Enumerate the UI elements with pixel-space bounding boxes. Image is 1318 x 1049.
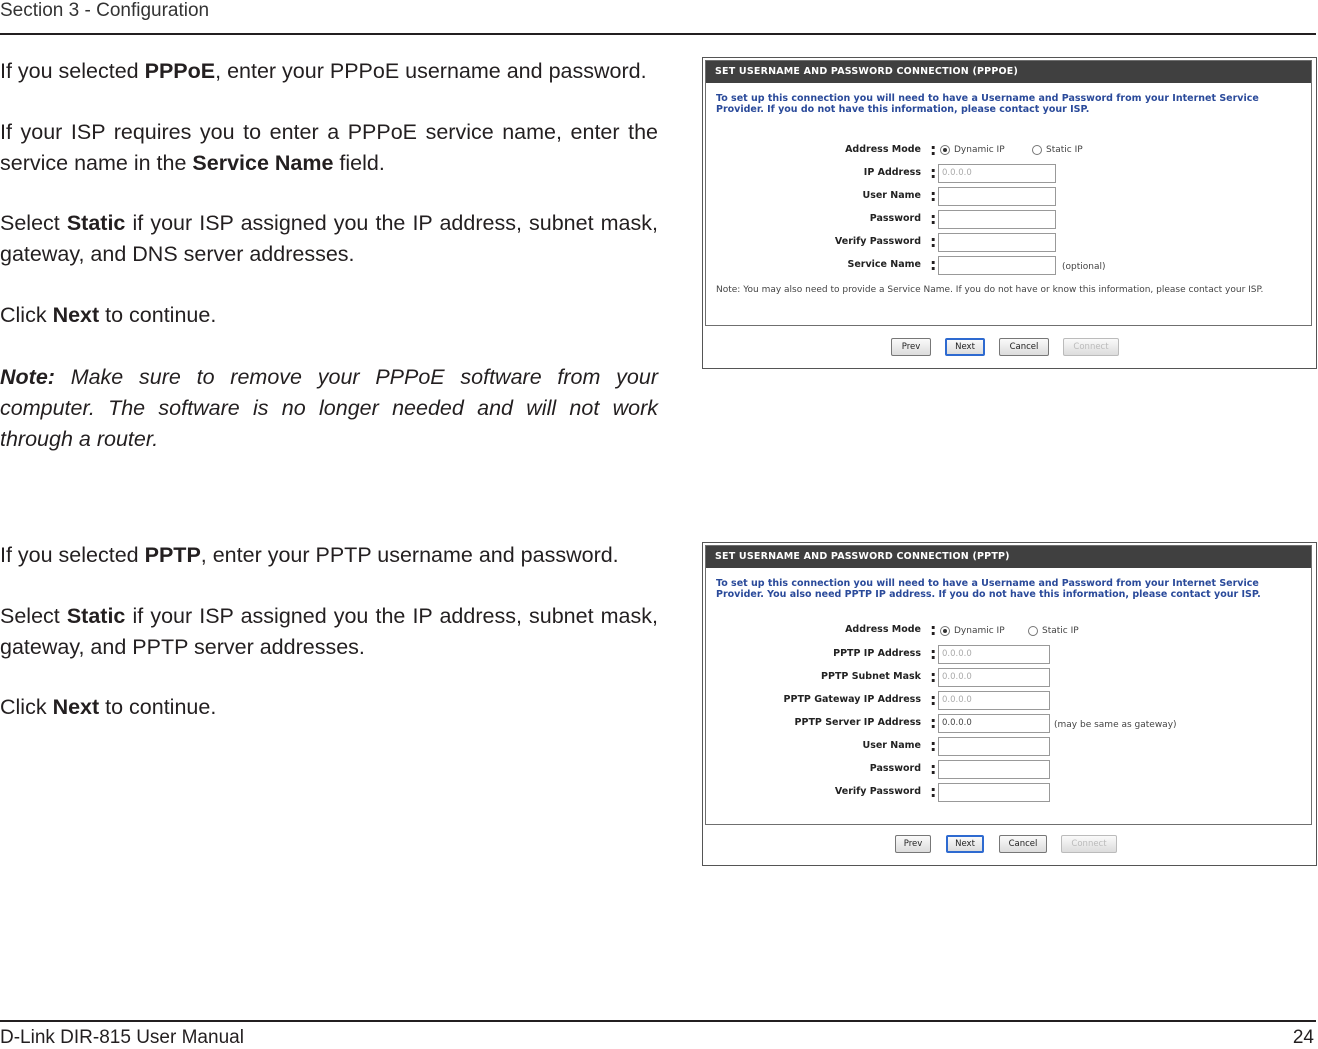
pptp-title-bar: SET USERNAME AND PASSWORD CONNECTION (PPTP) <box>706 546 1311 568</box>
pppoe-row-ip: IP Address <box>863 167 921 178</box>
next-button[interactable]: Next <box>945 338 985 356</box>
prev-button[interactable]: Prev <box>891 338 931 356</box>
pppoe-row-user: User Name <box>862 190 921 201</box>
pptp-prev-button[interactable]: Prev <box>895 835 931 853</box>
pptp-row-address-mode: Address Mode <box>845 624 921 635</box>
address-mode-label: Address Mode <box>845 144 921 155</box>
dynamic-ip-radio[interactable]: Dynamic IP <box>940 139 1005 161</box>
pptp-connect-button[interactable]: Connect <box>1061 835 1117 853</box>
pptp-next-button[interactable]: Next <box>946 835 984 853</box>
pptp-panel: SET USERNAME AND PASSWORD CONNECTION (PPTP) To set up this connection you will need to have a Username and Password from your Internet Service Provider. You also need PPTP IP address. If you do not have this information, please contact your ISP. Address Mode : Dynamic IP Static IP PPTP IP Address : 0.0.0.0 PPTP Subnet Mask : 0.0.0.0 PPTP Gateway IP Address : 0.0.0.0 PPTP Server IP Address : 0.0.0.0 (may be same as gateway) User Name : Password : Verify Password : <box>705 545 1312 825</box>
pppoe-row-password: Password <box>869 213 921 224</box>
optional-hint: (optional) <box>1062 262 1106 272</box>
radio-dot-icon <box>1032 145 1042 155</box>
radio-dot-icon <box>940 145 950 155</box>
pptp-button-row <box>703 825 1316 865</box>
pptp-paragraph-1: If you selected PPTP, enter your PPTP username and password. <box>0 543 619 567</box>
pppoe-row-address-mode <box>706 139 921 161</box>
cancel-button[interactable]: Cancel <box>999 338 1049 356</box>
section-header: Section 3 - Configuration <box>0 0 210 21</box>
verify-password-input[interactable] <box>938 233 1056 252</box>
pppoe-paragraph-2: If your ISP requires you to enter a PPPoE service name, enter the service name in the Service Name field. <box>0 120 658 175</box>
pppoe-screen-note: Note: You may also need to provide a Service Name. If you do not have or know this information, please contact your ISP. <box>716 285 1264 295</box>
pppoe-paragraph-1: If you selected PPPoE, enter your PPPoE username and password. <box>0 59 647 83</box>
ip-address-input[interactable]: 0.0.0.0 <box>938 164 1056 183</box>
pptp-password-input[interactable] <box>938 760 1050 779</box>
page-number: 24 <box>1292 1027 1314 1048</box>
pptp-dynamic-ip-radio[interactable]: Dynamic IP <box>940 620 1005 642</box>
pptp-paragraph-3: Click Next to continue. <box>0 695 217 719</box>
pptp-row-ip: PPTP IP Address <box>833 648 921 659</box>
pppoe-title-bar: SET USERNAME AND PASSWORD CONNECTION (PPPOE) <box>706 61 1311 83</box>
pppoe-paragraph-3: Select Static if your ISP assigned you the IP address, subnet mask, gateway, and DNS server addresses. <box>0 211 658 266</box>
connect-button[interactable]: Connect <box>1063 338 1119 356</box>
pppoe-button-row <box>703 328 1316 368</box>
pptp-intro: To set up this connection you will need to have a Username and Password from your Internet Service Provider. You also need PPTP IP address. If you do not have this information, please contact your ISP. <box>716 578 1261 600</box>
footer-rule <box>0 1020 1316 1022</box>
pppoe-intro: To set up this connection you will need to have a Username and Password from your Internet Service Provider. If you do not have this information, please contact your ISP. <box>716 93 1259 115</box>
pppoe-panel: SET USERNAME AND PASSWORD CONNECTION (PPPOE) To set up this connection you will need to have a Username and Password from your Internet Service Provider. If you do not have this information, please contact your ISP. Address Mode : Dynamic IP Static IP IP Address : 0.0.0.0 User Name : Password : Verify Password : Service Name : (optional) Note: You may also need to provide a Service Name. If you do not have or know this information, please contact your ISP. <box>705 60 1312 326</box>
password-input[interactable] <box>938 210 1056 229</box>
pptp-static-ip-radio[interactable]: Static IP <box>1028 620 1079 642</box>
pptp-cancel-button[interactable]: Cancel <box>999 835 1047 853</box>
pptp-paragraph-2: Select Static if your ISP assigned you the IP address, subnet mask, gateway, and PPTP server addresses. <box>0 604 658 659</box>
user-name-input[interactable] <box>938 187 1056 206</box>
manual-title: D-Link DIR-815 User Manual <box>0 1027 244 1048</box>
pptp-row-gateway: PPTP Gateway IP Address <box>783 694 921 705</box>
pptp-gateway-input[interactable]: 0.0.0.0 <box>938 691 1050 710</box>
pptp-screenshot <box>702 542 1317 866</box>
pppoe-paragraph-4: Click Next to continue. <box>0 303 217 327</box>
pppoe-row-service: Service Name <box>847 259 921 270</box>
radio-dot-icon <box>940 626 950 636</box>
colon: : <box>930 140 937 159</box>
pptp-row-subnet: PPTP Subnet Mask <box>821 671 921 682</box>
header-rule <box>0 33 1316 35</box>
pptp-row-password: Password <box>869 763 921 774</box>
pptp-server-input[interactable]: 0.0.0.0 <box>938 714 1050 733</box>
pptp-verify-password-input[interactable] <box>938 783 1050 802</box>
pppoe-row-verify: Verify Password <box>834 236 921 247</box>
pptp-row-user: User Name <box>862 740 921 751</box>
pppoe-screenshot <box>702 57 1317 369</box>
radio-dot-icon <box>1028 626 1038 636</box>
pppoe-note: Note: Make sure to remove your PPPoE software from your computer. The software is no longer needed and will not work through a router. <box>0 365 658 451</box>
pptp-row-server: PPTP Server IP Address <box>794 717 921 728</box>
pptp-subnet-input[interactable]: 0.0.0.0 <box>938 668 1050 687</box>
service-name-input[interactable] <box>938 256 1056 275</box>
pptp-ip-input[interactable]: 0.0.0.0 <box>938 645 1050 664</box>
static-ip-radio[interactable]: Static IP <box>1032 139 1083 161</box>
may-be-same-hint: (may be same as gateway) <box>1054 720 1177 730</box>
pptp-row-verify: Verify Password <box>834 786 921 797</box>
pptp-user-name-input[interactable] <box>938 737 1050 756</box>
